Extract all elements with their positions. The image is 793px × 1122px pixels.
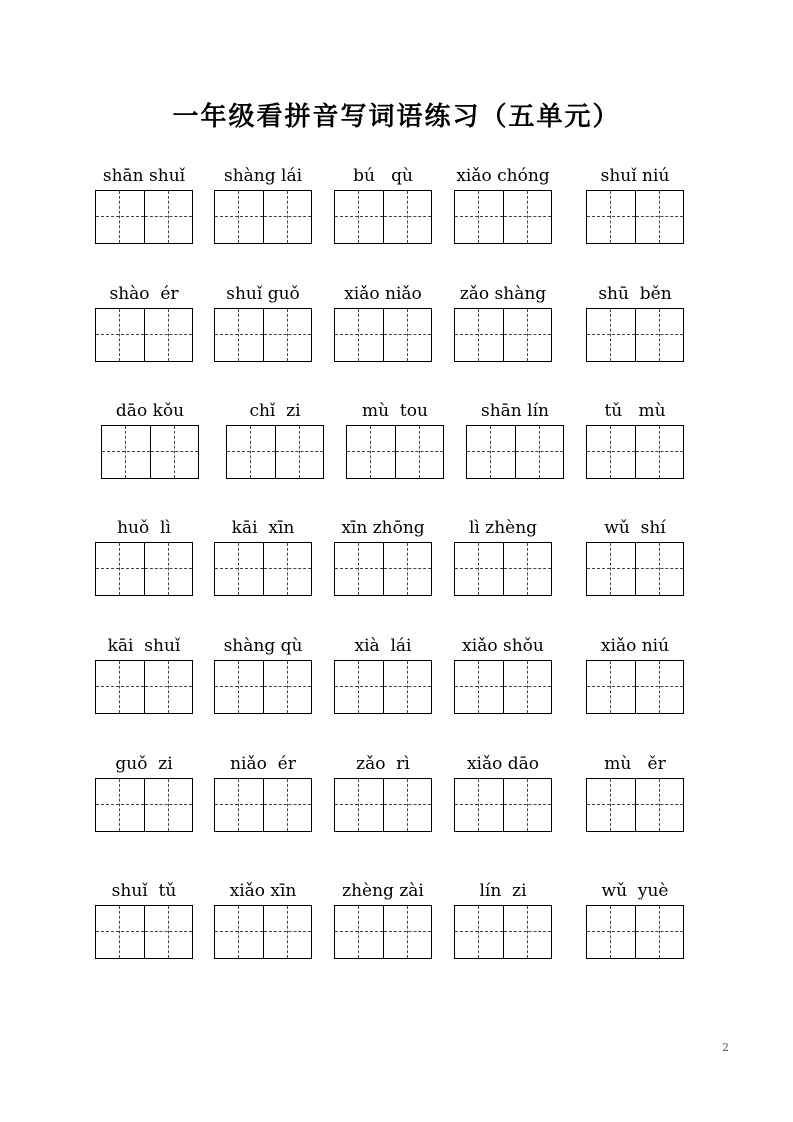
character-box[interactable]	[263, 543, 312, 595]
writing-grid[interactable]	[586, 660, 684, 714]
character-box[interactable]	[263, 191, 312, 243]
writing-grid[interactable]	[454, 308, 552, 362]
pinyin-label: wǔ yuè	[601, 881, 669, 901]
character-box[interactable]	[587, 426, 635, 478]
character-box[interactable]	[635, 661, 684, 713]
writing-grid[interactable]	[454, 660, 552, 714]
character-box[interactable]	[383, 661, 432, 713]
pinyin-label: guǒ zi	[115, 754, 173, 774]
writing-grid[interactable]	[214, 542, 312, 596]
pinyin-label: shān shuǐ	[102, 166, 186, 186]
character-box[interactable]	[635, 426, 684, 478]
pinyin-label: shào ér	[109, 284, 179, 304]
pinyin-label: shān lín	[481, 401, 549, 421]
character-box[interactable]	[215, 191, 263, 243]
character-box[interactable]	[144, 191, 193, 243]
pinyin-label: dāo kǒu	[115, 401, 185, 421]
character-box[interactable]	[587, 191, 635, 243]
character-box[interactable]	[515, 426, 564, 478]
writing-grid[interactable]	[214, 905, 312, 959]
character-box[interactable]	[635, 191, 684, 243]
writing-grid[interactable]	[334, 542, 432, 596]
character-box[interactable]	[455, 191, 503, 243]
pinyin-label: kāi shuǐ	[107, 636, 181, 656]
writing-grid[interactable]	[466, 425, 564, 479]
character-box[interactable]	[335, 661, 383, 713]
page-number: 2	[722, 1041, 729, 1054]
character-box[interactable]	[227, 426, 275, 478]
character-box[interactable]	[503, 661, 552, 713]
pinyin-label: mù tou	[362, 401, 428, 421]
character-box[interactable]	[263, 906, 312, 958]
writing-grid[interactable]	[214, 308, 312, 362]
character-box[interactable]	[455, 309, 503, 361]
pinyin-label: xīn zhōng	[341, 518, 425, 538]
character-box[interactable]	[503, 779, 552, 831]
character-box[interactable]	[215, 543, 263, 595]
character-box[interactable]	[587, 661, 635, 713]
character-box[interactable]	[587, 906, 635, 958]
character-box[interactable]	[335, 543, 383, 595]
writing-grid[interactable]	[214, 778, 312, 832]
writing-grid[interactable]	[214, 660, 312, 714]
character-box[interactable]	[102, 426, 150, 478]
pinyin-label: shàng lái	[223, 166, 303, 186]
page-title: 一年级看拼音写词语练习（五单元）	[172, 102, 621, 132]
character-box[interactable]	[263, 661, 312, 713]
writing-grid[interactable]	[454, 778, 552, 832]
writing-grid[interactable]	[454, 542, 552, 596]
writing-grid[interactable]	[214, 190, 312, 244]
pinyin-label: xiǎo xīn	[229, 881, 297, 901]
character-box[interactable]	[215, 906, 263, 958]
writing-grid[interactable]	[586, 905, 684, 959]
character-box[interactable]	[215, 779, 263, 831]
character-box[interactable]	[335, 906, 383, 958]
pinyin-label: lín zi	[479, 881, 527, 901]
character-box[interactable]	[503, 191, 552, 243]
pinyin-label: shuǐ tǔ	[111, 881, 177, 901]
pinyin-label: kāi xīn	[231, 518, 295, 538]
pinyin-label: shuǐ niú	[600, 166, 670, 186]
character-box[interactable]	[215, 309, 263, 361]
pinyin-label: shuǐ guǒ	[226, 284, 300, 304]
pinyin-label: tǔ mù	[604, 401, 666, 421]
pinyin-label: xiǎo niǎo	[344, 284, 422, 304]
writing-grid[interactable]	[95, 778, 193, 832]
writing-grid[interactable]	[101, 425, 199, 479]
character-box[interactable]	[144, 779, 193, 831]
character-box[interactable]	[96, 906, 144, 958]
writing-grid[interactable]	[454, 905, 552, 959]
pinyin-label: zǎo rì	[356, 754, 410, 774]
pinyin-label: lì zhèng	[468, 518, 538, 538]
character-box[interactable]	[635, 309, 684, 361]
pinyin-label: mù ěr	[604, 754, 666, 774]
character-box[interactable]	[503, 906, 552, 958]
writing-grid[interactable]	[334, 308, 432, 362]
writing-grid[interactable]	[586, 542, 684, 596]
pinyin-label: niǎo ér	[230, 754, 296, 774]
writing-grid[interactable]	[334, 190, 432, 244]
character-box[interactable]	[96, 191, 144, 243]
character-box[interactable]	[395, 426, 444, 478]
writing-grid[interactable]	[334, 778, 432, 832]
pinyin-label: xiǎo chóng	[456, 166, 550, 186]
writing-grid[interactable]	[586, 190, 684, 244]
character-box[interactable]	[383, 906, 432, 958]
character-box[interactable]	[335, 191, 383, 243]
character-box[interactable]	[144, 543, 193, 595]
character-box[interactable]	[455, 661, 503, 713]
pinyin-label: xiǎo niú	[600, 636, 670, 656]
pinyin-label: zǎo shàng	[459, 284, 547, 304]
character-box[interactable]	[263, 779, 312, 831]
writing-grid[interactable]	[454, 190, 552, 244]
pinyin-label: bú qù	[353, 166, 413, 186]
character-box[interactable]	[144, 661, 193, 713]
character-box[interactable]	[144, 309, 193, 361]
character-box[interactable]	[587, 309, 635, 361]
character-box[interactable]	[467, 426, 515, 478]
writing-grid[interactable]	[226, 425, 324, 479]
character-box[interactable]	[635, 906, 684, 958]
writing-grid[interactable]	[95, 190, 193, 244]
character-box[interactable]	[455, 543, 503, 595]
character-box[interactable]	[96, 543, 144, 595]
character-box[interactable]	[455, 779, 503, 831]
character-box[interactable]	[263, 309, 312, 361]
pinyin-label: chǐ zi	[249, 401, 301, 421]
character-box[interactable]	[587, 543, 635, 595]
character-box[interactable]	[635, 543, 684, 595]
character-box[interactable]	[335, 779, 383, 831]
character-box[interactable]	[144, 906, 193, 958]
pinyin-label: huǒ lì	[117, 518, 171, 538]
writing-grid[interactable]	[346, 425, 444, 479]
character-box[interactable]	[503, 309, 552, 361]
character-box[interactable]	[96, 309, 144, 361]
writing-grid[interactable]	[586, 778, 684, 832]
writing-grid[interactable]	[95, 308, 193, 362]
writing-grid[interactable]	[586, 308, 684, 362]
character-box[interactable]	[635, 779, 684, 831]
character-box[interactable]	[96, 779, 144, 831]
writing-grid[interactable]	[334, 905, 432, 959]
character-box[interactable]	[275, 426, 324, 478]
character-box[interactable]	[347, 426, 395, 478]
pinyin-label: shàng qù	[223, 636, 303, 656]
character-box[interactable]	[215, 661, 263, 713]
character-box[interactable]	[383, 191, 432, 243]
character-box[interactable]	[503, 543, 552, 595]
character-box[interactable]	[587, 779, 635, 831]
writing-grid[interactable]	[586, 425, 684, 479]
character-box[interactable]	[455, 906, 503, 958]
character-box[interactable]	[383, 779, 432, 831]
pinyin-label: xiǎo shǒu	[462, 636, 544, 656]
pinyin-label: shū běn	[598, 284, 672, 304]
character-box[interactable]	[335, 309, 383, 361]
character-box[interactable]	[383, 543, 432, 595]
character-box[interactable]	[150, 426, 199, 478]
character-box[interactable]	[96, 661, 144, 713]
writing-grid[interactable]	[334, 660, 432, 714]
pinyin-label: wǔ shí	[604, 518, 666, 538]
writing-grid[interactable]	[95, 660, 193, 714]
pinyin-label: zhèng zài	[342, 881, 424, 901]
character-box[interactable]	[383, 309, 432, 361]
pinyin-label: xiǎo dāo	[466, 754, 540, 774]
pinyin-label: xià lái	[354, 636, 412, 656]
writing-grid[interactable]	[95, 542, 193, 596]
writing-grid[interactable]	[95, 905, 193, 959]
